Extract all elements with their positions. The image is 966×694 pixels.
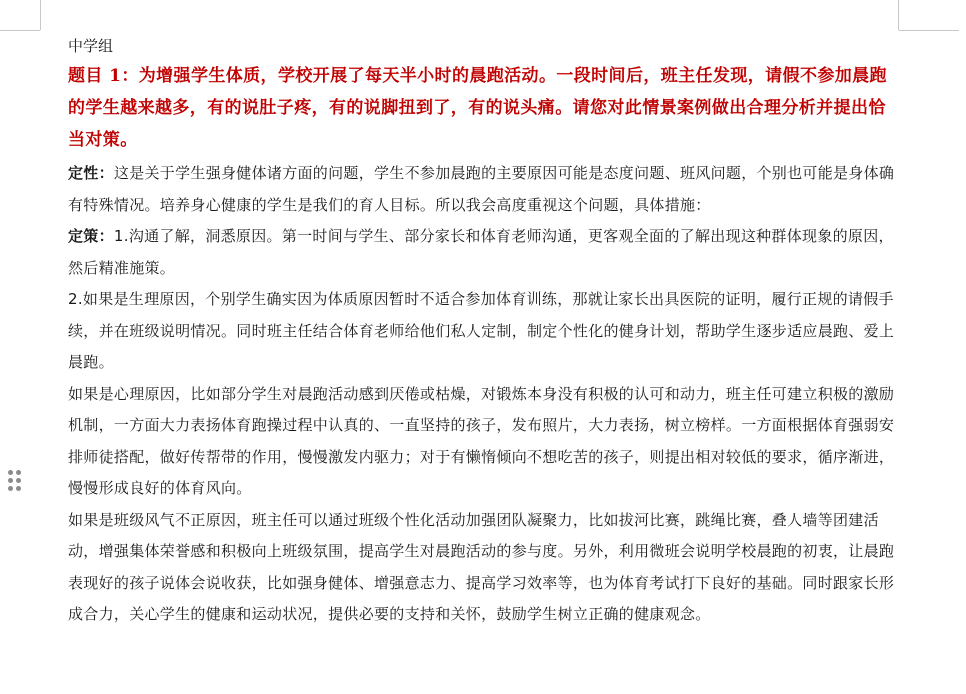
paragraph-strategy [68,221,898,284]
page-corner-mark-left [40,0,41,30]
paragraph-text: 如果是心理原因，比如部分学生对晨跑活动感到厌倦或枯燥，对锻炼本身没有积极的认可和动力，班主任可建立积极的激励机制，一方面大力表扬体育跑操过程中认真的、一直坚持的孩子，发布照片，大力表扬，树立榜样。一方面根据体育强弱安排师徒搭配，做好传帮带的作用，慢慢激发内驱力；对于有懒惰倾向不想吃苦的孩子，则提出相对较低的要求，循序渐进，慢慢形成良好的体育风向。 [68,384,895,497]
paragraph-label: 定性： [68,164,114,182]
paragraph-qualitative [68,158,898,221]
paragraph-class-culture [68,505,898,631]
paragraph-label: 定策： [68,227,114,245]
paragraph-psychological [68,379,898,505]
group-title: 中学组 [68,37,114,55]
paragraph-text: 如果是班级风气不正原因，班主任可以通过班级个性化活动加强团队凝聚力，比如拔河比赛，跳绳比赛，叠人墙等团建活动，增强集体荣誉感和积极向上班级氛围，提高学生对晨跑活动的参与度。另外，利用微班会说明学校晨跑的初衷，让晨跑表现好的孩子说体会说收获，比如强身健体、增强意志力、提高学习效率等，也为体育考试打下良好的基础。同时跟家长形成合力，关心学生的健康和运动状况，提供必要的支持和关怀，鼓励学生树立正确的健康观念。 [68,510,895,623]
paragraph-text: 1.沟通了解，洞悉原因。第一时间与学生、部分家长和体育老师沟通，更客观全面的了解出现这种群体现象的原因，然后精准施策。 [68,227,894,277]
page-corner-mark-right [898,0,899,30]
document-page [68,34,898,631]
paragraph-text: 2.如果是生理原因，个别学生确实因为体质原因暂时不适合参加体育训练，那就让家长出具医院的证明，履行正规的请假手续，并在班级说明情况。同时班主任结合体育老师给他们私人定制，制定个性化的健身计划，帮助学生逐步适应晨跑、爱上晨跑。 [68,290,895,371]
question-text: 题目 1：为增强学生体质，学校开展了每天半小时的晨跑活动。一段时间后，班主任发现，请假不参加晨跑的学生越来越多，有的说肚子疼，有的说脚扭到了，有的说头痛。请您对此情景案例做出合理分析并提出恰当对策。 [68,66,887,150]
drag-handle-icon[interactable] [8,470,22,492]
paragraph-physical [68,284,898,379]
paragraph-text: 这是关于学生强身健体诸方面的问题，学生不参加晨跑的主要原因可能是态度问题、班风问题，个别也可能是身体确有特殊情况。培养身心健康的学生是我们的育人目标。所以我会高度重视这个问题，具体措施： [68,164,895,214]
